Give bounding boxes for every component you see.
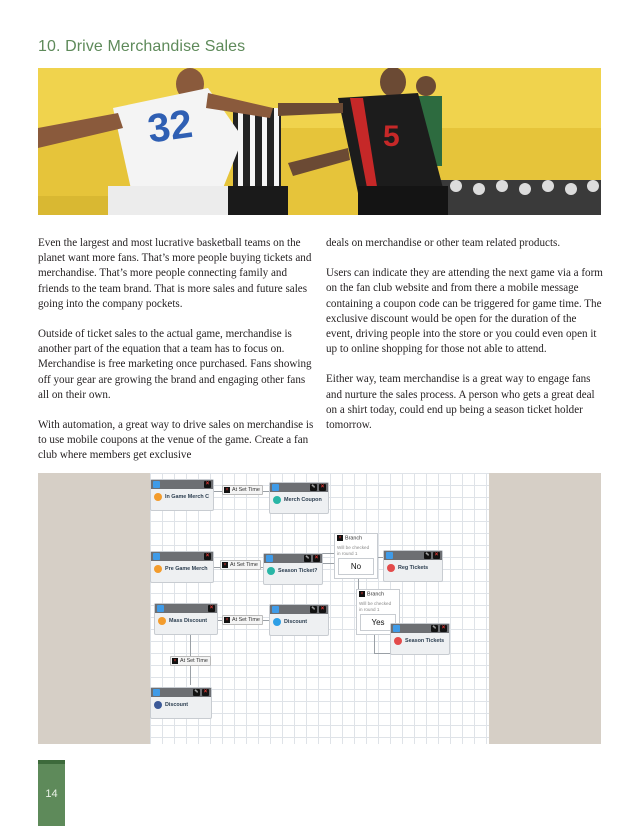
branch-note-line: in round 1 — [359, 606, 380, 612]
branch-note-line: Will be checked — [359, 601, 392, 606]
edit-icon[interactable]: ✎ — [311, 484, 316, 490]
connector-line — [374, 635, 375, 653]
close-icon[interactable]: × — [314, 555, 319, 561]
app-icon — [272, 606, 279, 613]
app-icon — [153, 481, 160, 488]
workflow-node-merch-coupon[interactable] — [269, 482, 329, 514]
basketball-photo-art — [38, 68, 601, 215]
node-label: Discount — [165, 702, 189, 708]
branch-note — [337, 545, 369, 556]
edit-icon[interactable]: ✎ — [432, 625, 437, 631]
jersey-number-right: 5 — [383, 120, 400, 153]
timer-label: At Set Time — [232, 617, 260, 623]
close-icon[interactable]: × — [441, 625, 446, 631]
ticket-icon — [394, 637, 402, 645]
node-label: Discount — [284, 619, 308, 625]
branch-note-line: in round 1 — [337, 550, 358, 556]
cart-icon — [158, 617, 166, 625]
branch-note-line: Will be checked — [337, 545, 370, 550]
cart-icon — [154, 493, 162, 501]
close-icon[interactable]: × — [225, 617, 229, 623]
node-label: Merch Coupon — [284, 497, 322, 503]
paragraph: Even the largest and most lucrative basketball teams on the planet want more fans. That’s more people buying tickets and merchandise. That’s more people connecting family and friends to the team brand. That is more sales and future sales going into the company pockets. — [38, 237, 312, 310]
paragraph: Either way, team merchandise is a great way to engage fans and nurture the sales process. A person who gets a great deal on a shirt today, could end up being a season ticket holder tomorrow. — [326, 373, 595, 432]
close-icon[interactable]: × — [434, 552, 439, 558]
branch-title: Branch — [345, 535, 363, 542]
node-label: Season Ticket? — [278, 568, 318, 574]
workflow-node-mass-discount[interactable] — [154, 603, 218, 635]
close-icon[interactable]: × — [173, 658, 177, 664]
close-icon[interactable]: × — [360, 591, 364, 597]
page-number: 14 — [45, 788, 58, 800]
close-icon[interactable]: × — [320, 606, 325, 612]
page-title: 10. Drive Merchandise Sales — [38, 38, 246, 55]
close-icon[interactable]: × — [223, 562, 227, 568]
paragraph: Users can indicate they are attending the next game via a form on the fan club website and from there a mobile message containing a coupon code can be triggered for game time. The exclusive discount would be open for the duration of the event, driving people into the store or you could even open it up to online shopping for those not able to attend. — [326, 267, 603, 356]
close-icon[interactable]: × — [205, 553, 210, 559]
app-icon — [266, 555, 273, 562]
node-label: Mass Discount — [169, 618, 208, 624]
branch-header — [359, 591, 384, 597]
workflow-node-discount-twitter[interactable] — [269, 604, 329, 636]
app-icon — [153, 553, 160, 560]
app-icon — [153, 689, 160, 696]
workflow-node-discount-facebook[interactable] — [150, 687, 212, 719]
jersey-number-left: 32 — [144, 101, 196, 152]
paragraph: Outside of ticket sales to the actual game, merchandise is another part of the equation that a team has to focus on. Merchandise is free marketing once purchased. Fans showing off your gear are growing the brand and engaging other fans all on their own. — [38, 328, 312, 401]
edit-icon[interactable]: ✎ — [194, 689, 199, 695]
basketball-photo — [38, 68, 601, 215]
branch-choice-yes[interactable]: Yes — [360, 614, 396, 631]
timer-at-set-time[interactable] — [222, 615, 263, 625]
node-label: Reg Tickets — [398, 565, 429, 571]
cart-icon — [154, 565, 162, 573]
timer-label: At Set Time — [180, 658, 208, 664]
body-column-left — [38, 236, 314, 479]
paragraph: With automation, a great way to drive sales on merchandise is to use mobile coupons at the venue of the game. Create a fan club where members get exclusive — [38, 419, 314, 462]
branch-choice-no[interactable]: No — [338, 558, 374, 575]
edit-icon[interactable]: ✎ — [311, 606, 316, 612]
close-icon[interactable]: × — [209, 605, 214, 611]
edit-icon[interactable]: ✎ — [305, 555, 310, 561]
close-icon[interactable]: × — [203, 689, 208, 695]
close-icon[interactable]: × — [205, 481, 210, 487]
workflow-node-pre-game-merch[interactable] — [150, 551, 214, 583]
app-icon — [157, 605, 164, 612]
facebook-icon — [154, 701, 162, 709]
node-label: Season Tickets — [405, 638, 445, 644]
check-icon — [267, 567, 275, 575]
app-icon — [393, 625, 400, 632]
workflow-node-season-tickets[interactable] — [390, 623, 450, 655]
page-number-tab — [38, 760, 65, 826]
timer-at-set-time[interactable] — [222, 485, 263, 495]
timer-label: At Set Time — [230, 562, 258, 568]
timer-at-set-time[interactable] — [220, 560, 261, 570]
close-icon[interactable]: × — [320, 484, 325, 490]
edit-icon[interactable]: ✎ — [425, 552, 430, 558]
twitter-icon — [273, 618, 281, 626]
workflow-node-in-game-merch[interactable] — [150, 479, 214, 511]
connector-line — [322, 553, 334, 554]
paragraph: deals on merchandise or other team related products. — [326, 237, 561, 249]
branch-header — [337, 535, 362, 541]
close-icon[interactable]: × — [338, 535, 342, 541]
timer-label: At Set Time — [232, 487, 260, 493]
close-icon[interactable]: × — [225, 487, 229, 493]
timer-at-set-time[interactable] — [170, 656, 211, 666]
branch-title: Branch — [367, 591, 385, 598]
branch-note — [359, 601, 391, 612]
node-label: In Game Merch C — [165, 494, 210, 500]
app-icon — [272, 484, 279, 491]
node-label: Pre Game Merch — [165, 566, 208, 572]
app-icon — [386, 552, 393, 559]
coupon-icon — [273, 496, 281, 504]
body-column-right — [326, 236, 604, 448]
workflow-node-season-ticket-check[interactable] — [263, 553, 323, 585]
workflow-canvas — [150, 473, 489, 744]
ticket-icon — [387, 564, 395, 572]
page-tab-cap — [38, 760, 65, 764]
workflow-node-reg-tickets[interactable] — [383, 550, 443, 582]
branch-no[interactable] — [334, 533, 378, 579]
